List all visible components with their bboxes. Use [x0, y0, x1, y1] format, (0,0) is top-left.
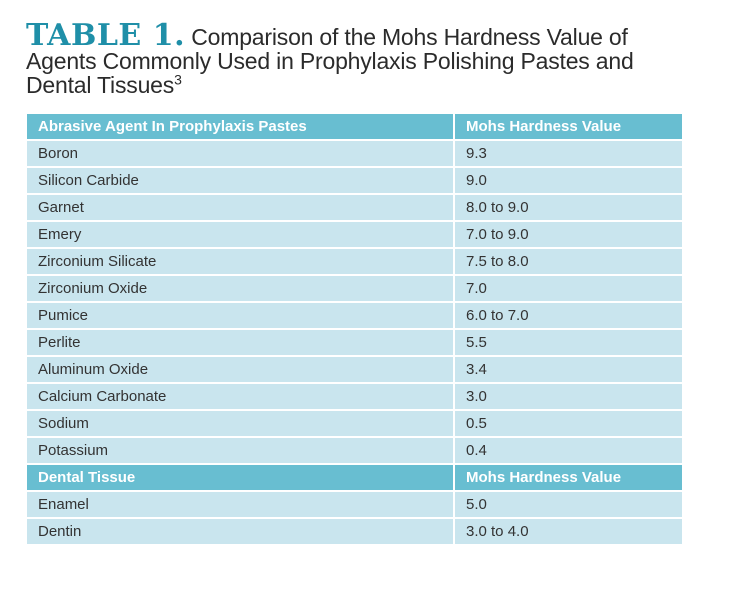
name-cell: Silicon Carbide [27, 168, 455, 193]
hardness-value-cell: 5.0 [466, 496, 487, 513]
name-cell: Sodium [27, 411, 455, 436]
name-cell: Dentin [27, 519, 455, 544]
abrasive-agent-row [27, 168, 682, 195]
hardness-value-cell: 0.4 [466, 442, 487, 459]
citation-superscript: 3 [174, 71, 182, 88]
name-cell: Potassium [27, 438, 455, 463]
caption-text-line-2: Agents Commonly Used in Prophylaxis Polishing Pastes and [26, 48, 634, 74]
hardness-value-cell: 7.5 to 8.0 [466, 253, 529, 270]
table-number-label: TABLE 1. [26, 18, 186, 53]
abrasive-agent-row [27, 438, 682, 465]
hardness-value-cell: 3.0 to 4.0 [466, 523, 529, 540]
hardness-value-cell: 5.5 [466, 334, 487, 351]
tissue-mohs-value-column-header: Mohs Hardness Value [466, 469, 622, 486]
hardness-value-cell: 8.0 to 9.0 [466, 199, 529, 216]
name-cell: Garnet [27, 195, 455, 220]
caption-line-2 [26, 49, 716, 73]
abrasive-agent-row [27, 276, 682, 303]
hardness-value-cell: 9.0 [466, 172, 487, 189]
abrasive-agent-row [27, 411, 682, 438]
abrasive-agent-row [27, 330, 682, 357]
dental-tissue-column-header: Dental Tissue [27, 465, 455, 490]
abrasive-rows [27, 141, 682, 465]
tissue-header-row [27, 465, 682, 492]
mohs-hardness-table [27, 114, 682, 546]
abrasive-agent-row [27, 249, 682, 276]
hardness-value-cell: 7.0 to 9.0 [466, 226, 529, 243]
name-cell: Calcium Carbonate [27, 384, 455, 409]
hardness-value-cell: 0.5 [466, 415, 487, 432]
dental-tissue-row [27, 519, 682, 546]
abrasive-agent-row [27, 303, 682, 330]
tissue-rows [27, 492, 682, 546]
name-cell: Enamel [27, 492, 455, 517]
hardness-value-cell: 3.0 [466, 388, 487, 405]
hardness-value-cell: 6.0 to 7.0 [466, 307, 529, 324]
table-caption [26, 18, 716, 98]
abrasive-agent-row [27, 195, 682, 222]
name-cell: Emery [27, 222, 455, 247]
caption-text-line-1: Comparison of the Mohs Hardness Value of [191, 24, 628, 50]
mohs-value-column-header: Mohs Hardness Value [466, 118, 622, 135]
caption-line-1 [26, 18, 716, 53]
abrasive-agent-column-header: Abrasive Agent In Prophylaxis Pastes [27, 114, 455, 139]
hardness-value-cell: 3.4 [466, 361, 487, 378]
name-cell: Pumice [27, 303, 455, 328]
hardness-value-cell: 7.0 [466, 280, 487, 297]
abrasive-agent-row [27, 222, 682, 249]
abrasive-agent-row [27, 357, 682, 384]
abrasive-agent-row [27, 384, 682, 411]
name-cell: Boron [27, 141, 455, 166]
dental-tissue-row [27, 492, 682, 519]
hardness-value-cell: 9.3 [466, 145, 487, 162]
caption-line-3 [26, 73, 716, 97]
name-cell: Zirconium Oxide [27, 276, 455, 301]
name-cell: Zirconium Silicate [27, 249, 455, 274]
name-cell: Perlite [27, 330, 455, 355]
name-cell: Aluminum Oxide [27, 357, 455, 382]
caption-text-line-3: Dental Tissues [26, 72, 175, 98]
abrasive-header-row [27, 114, 682, 141]
abrasive-agent-row [27, 141, 682, 168]
